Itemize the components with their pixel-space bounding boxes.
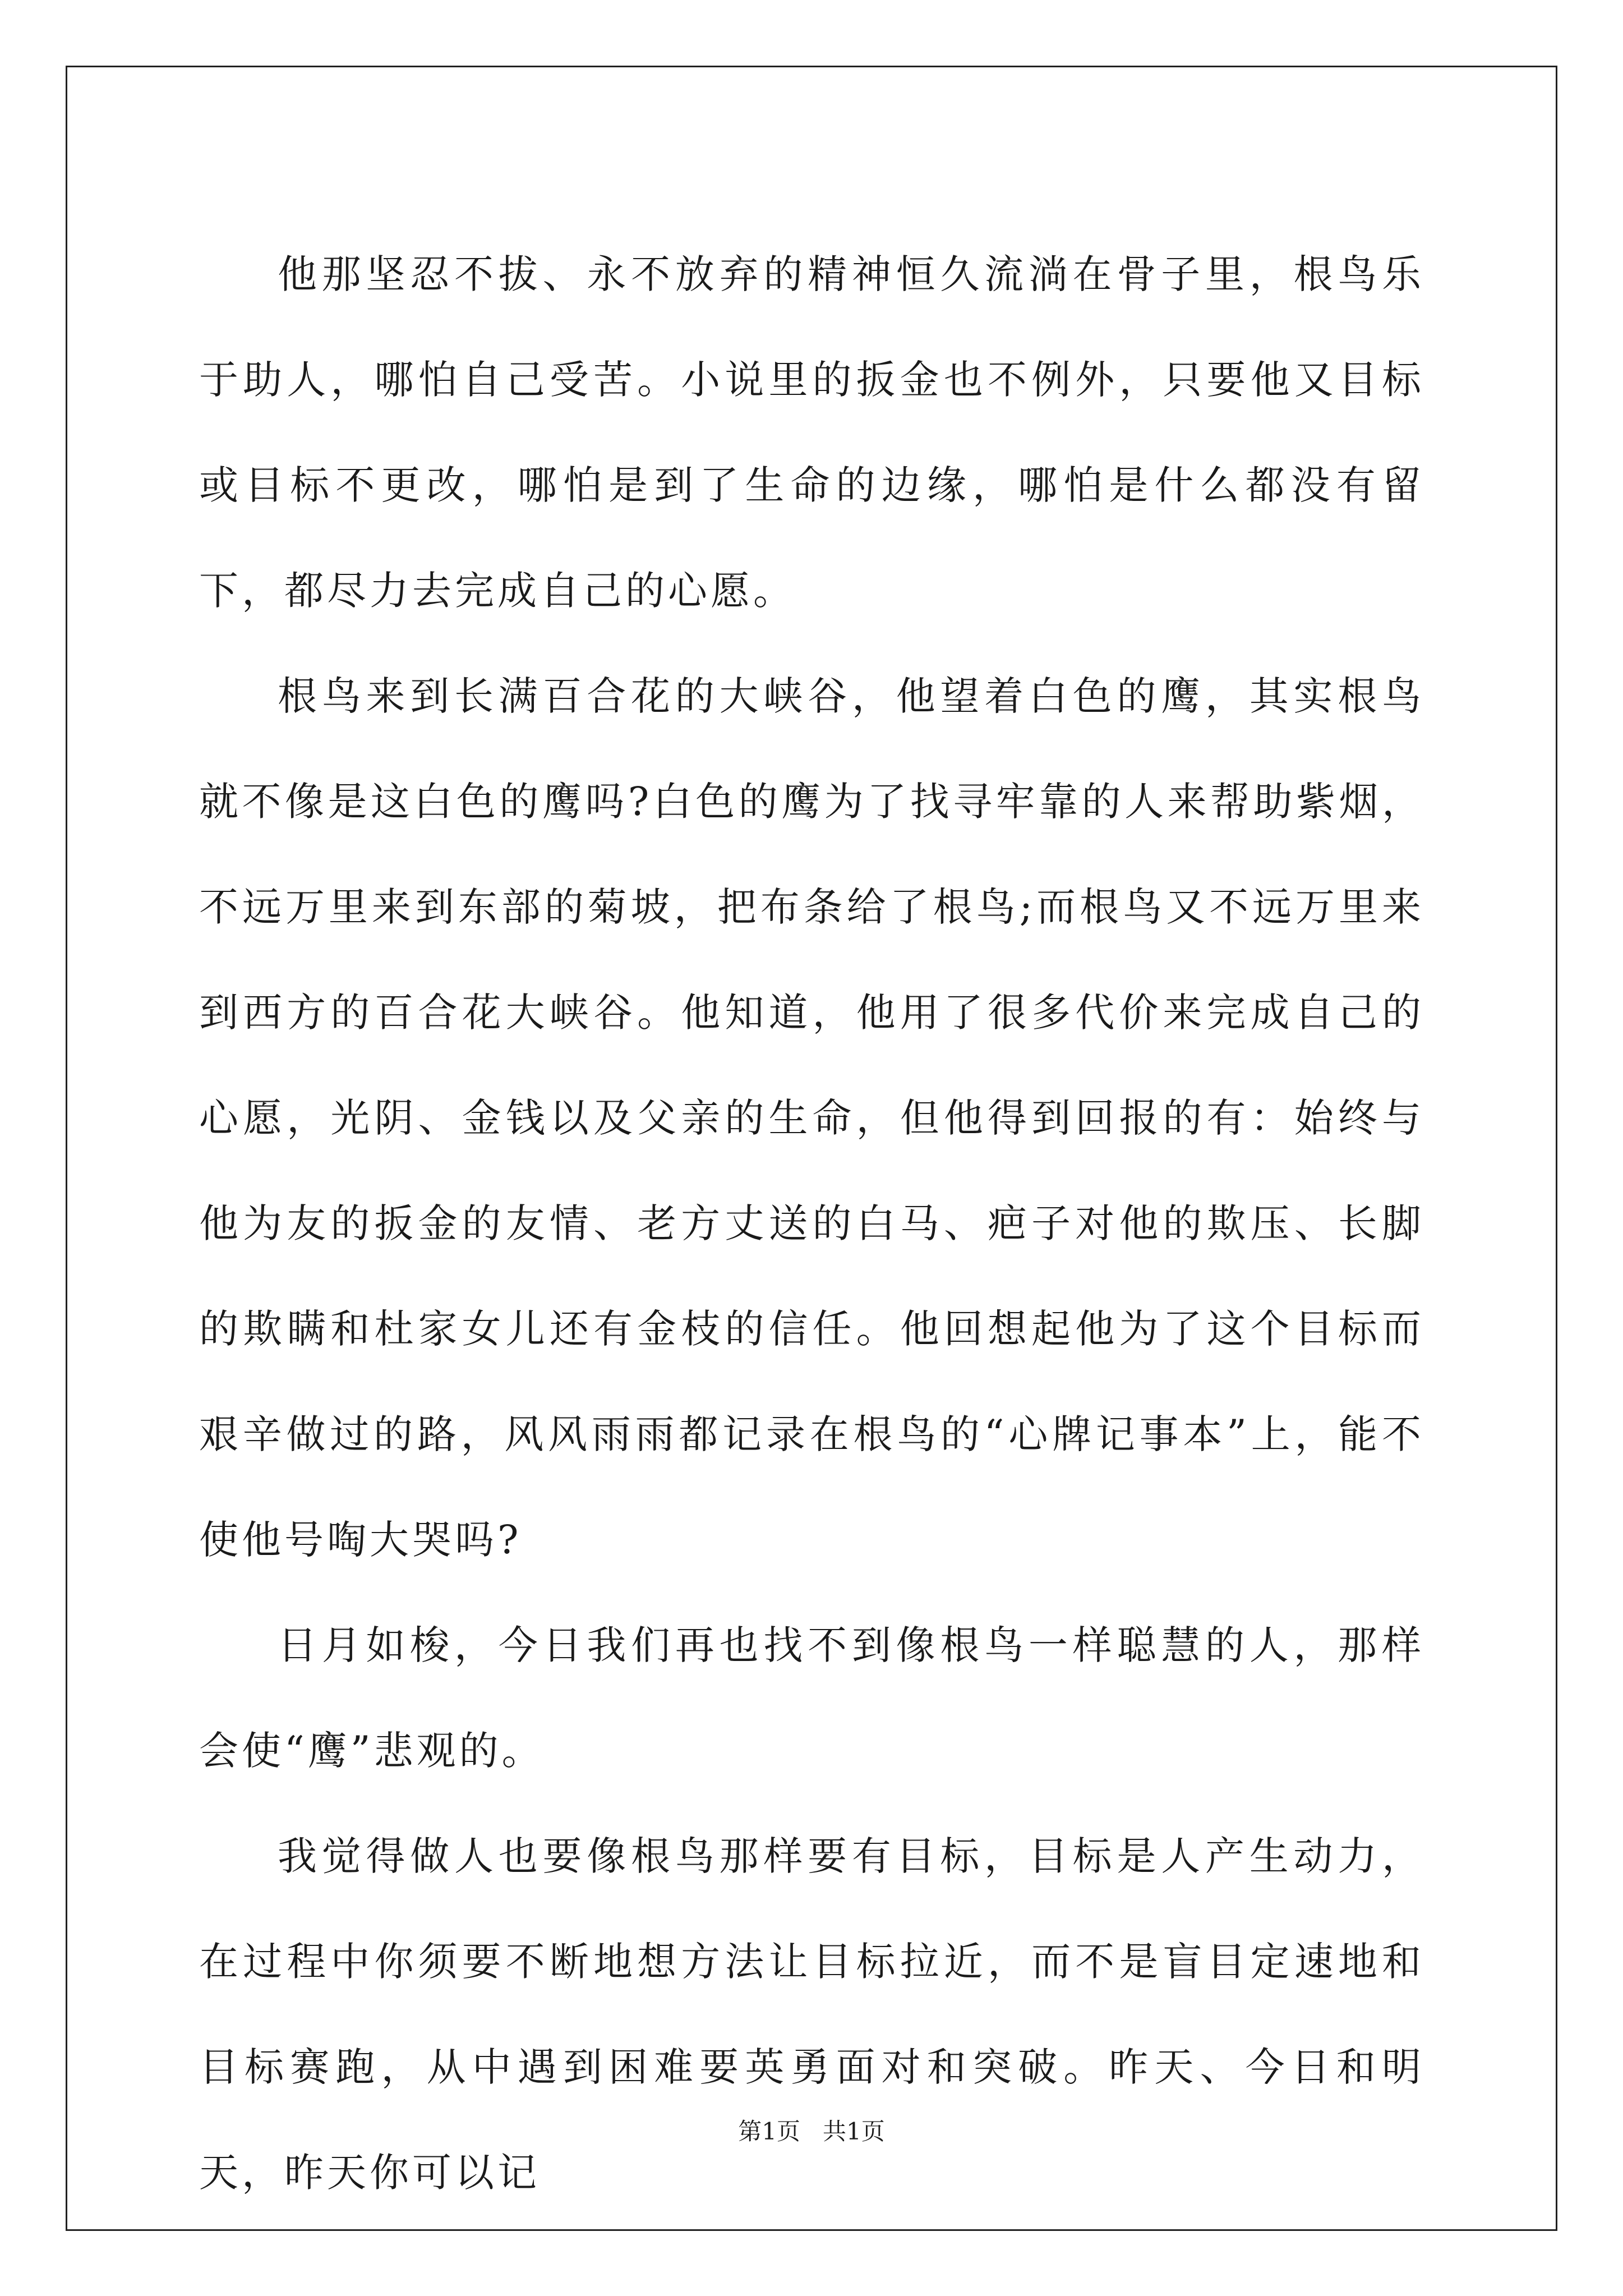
paragraph-3: 日月如梭，今日我们再也找不到像根鸟一样聪慧的人，那样会使“鹰”悲观的。 — [199, 1622, 1424, 1774]
paragraph-1: 他那坚忍不拔、永不放弃的精神恒久流淌在骨子里，根鸟乐于助人，哪怕自己受苦。小说里的扳金也不例外，只要他又目标或目标不更改，哪怕是到了生命的边缘，哪怕是什么都没有留下，都尽力去完成自己的心愿。 — [199, 251, 1424, 614]
paragraph-4: 我觉得做人也要像根鸟那样要有目标，目标是人产生动力，在过程中你须要不断地想方法让目标拉近，而不是盲目定速地和目标赛跑，从中遇到困难要英勇面对和突破。昨天、今日和明天，昨天你可以记 — [199, 1833, 1424, 2196]
page-number: 第1页 — [738, 2118, 800, 2145]
page-total: 共1页 — [823, 2118, 885, 2145]
document-body — [199, 222, 1424, 2225]
paragraph-2: 根鸟来到长满百合花的大峡谷，他望着白色的鹰，其实根鸟就不像是这白色的鹰吗?白色的鹰为了找寻牢靠的人来帮助紫烟，不远万里来到东部的菊坡，把布条给了根鸟;而根鸟又不远万里来到西方的百合花大峡谷。他知道，他用了很多代价来完成自己的心愿，光阴、金钱以及父亲的生命，但他得到回报的有：始终与他为友的扳金的友情、老方丈送的白马、疤子对他的欺压、长脚的欺瞒和杜家女儿还有金枝的信任。他回想起他为了这个目标而艰辛做过的路，风风雨雨都记录在根鸟的“心牌记事本”上，能不使他号啕大哭吗? — [199, 673, 1424, 1563]
page-footer — [0, 2115, 1623, 2148]
